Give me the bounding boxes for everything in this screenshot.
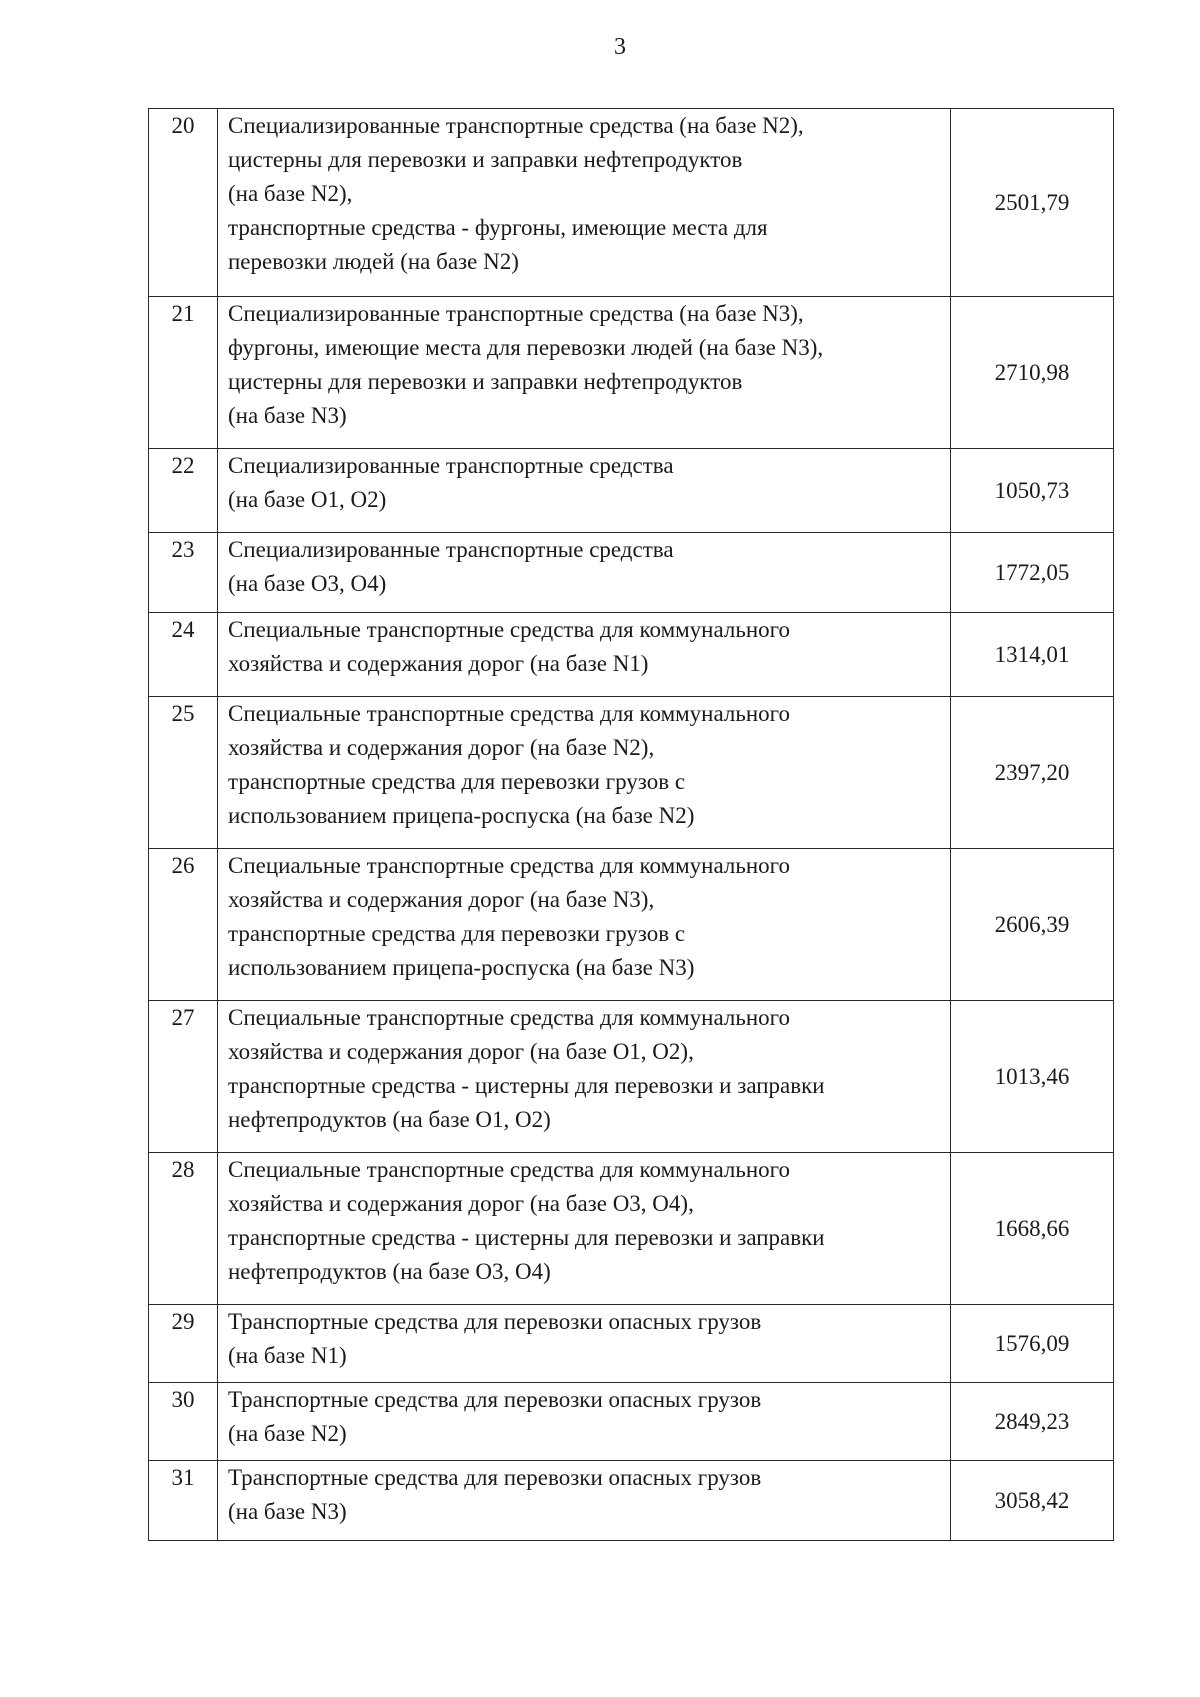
description-line: (на базе N3) <box>228 1499 347 1524</box>
description-line: Специальные транспортные средства для коммунального <box>228 617 791 642</box>
description-line: перевозки людей (на базе N2) <box>228 249 519 274</box>
description-line: использованием прицепа-роспуска (на базе N3) <box>228 955 695 980</box>
table-row <box>149 1153 1114 1305</box>
description-line: хозяйства и содержания дорог (на базе O1, O2), <box>228 1039 694 1064</box>
row-value: 2849,23 <box>951 1383 1114 1461</box>
row-number: 20 <box>149 109 218 297</box>
row-description <box>218 109 951 297</box>
description-line: Транспортные средства для перевозки опасных грузов <box>228 1387 762 1412</box>
description-line: (на базе N2) <box>228 1421 347 1446</box>
table-row <box>149 849 1114 1001</box>
row-value: 1314,01 <box>951 613 1114 697</box>
row-number: 24 <box>149 613 218 697</box>
description-line: транспортные средства - цистерны для перевозки и заправки <box>228 1225 825 1250</box>
row-value: 1050,73 <box>951 449 1114 533</box>
row-number: 22 <box>149 449 218 533</box>
row-number: 21 <box>149 297 218 449</box>
row-description <box>218 297 951 449</box>
description-line: Специализированные транспортные средства <box>228 453 674 478</box>
description-line: Специализированные транспортные средства (на базе N3), <box>228 301 804 326</box>
row-number: 29 <box>149 1305 218 1383</box>
description-line: транспортные средства для перевозки грузов с <box>228 769 686 794</box>
row-description <box>218 1153 951 1305</box>
description-line: транспортные средства для перевозки грузов с <box>228 921 686 946</box>
description-line: (на базе O1, O2) <box>228 487 387 512</box>
description-line: нефтепродуктов (на базе O3, O4) <box>228 1259 551 1284</box>
row-number: 31 <box>149 1461 218 1541</box>
row-value: 1576,09 <box>951 1305 1114 1383</box>
description-line: цистерны для перевозки и заправки нефтепродуктов <box>228 147 743 172</box>
description-line: Специальные транспортные средства для коммунального <box>228 1157 791 1182</box>
row-description <box>218 449 951 533</box>
row-number: 23 <box>149 533 218 613</box>
description-line: (на базе N1) <box>228 1343 347 1368</box>
description-line: Специализированные транспортные средства (на базе N2), <box>228 113 804 138</box>
row-description <box>218 1305 951 1383</box>
row-description <box>218 1461 951 1541</box>
table-row <box>149 1001 1114 1153</box>
row-description <box>218 613 951 697</box>
row-description <box>218 1001 951 1153</box>
description-line: использованием прицепа-роспуска (на базе N2) <box>228 803 695 828</box>
row-description <box>218 697 951 849</box>
table-row <box>149 449 1114 533</box>
row-value: 1668,66 <box>951 1153 1114 1305</box>
row-value: 2710,98 <box>951 297 1114 449</box>
table-row <box>149 1383 1114 1461</box>
page-number: 3 <box>614 34 626 60</box>
row-number: 25 <box>149 697 218 849</box>
row-description <box>218 533 951 613</box>
row-value: 3058,42 <box>951 1461 1114 1541</box>
description-line: (на базе N3) <box>228 403 347 428</box>
row-number: 30 <box>149 1383 218 1461</box>
description-line: транспортные средства - цистерны для перевозки и заправки <box>228 1073 825 1098</box>
description-line: транспортные средства - фургоны, имеющие места для <box>228 215 768 240</box>
description-line: Транспортные средства для перевозки опасных грузов <box>228 1309 762 1334</box>
description-line: фургоны, имеющие места для перевозки людей (на базе N3), <box>228 335 824 360</box>
row-description <box>218 849 951 1001</box>
table-row <box>149 1461 1114 1541</box>
table-row <box>149 613 1114 697</box>
description-line: (на базе O3, O4) <box>228 571 387 596</box>
row-value: 2501,79 <box>951 109 1114 297</box>
row-value: 2397,20 <box>951 697 1114 849</box>
table-row <box>149 297 1114 449</box>
row-number: 27 <box>149 1001 218 1153</box>
table-row <box>149 1305 1114 1383</box>
description-line: Транспортные средства для перевозки опасных грузов <box>228 1465 762 1490</box>
table-row <box>149 109 1114 297</box>
tariff-table <box>148 108 1114 1541</box>
row-description <box>218 1383 951 1461</box>
description-line: Специализированные транспортные средства <box>228 537 674 562</box>
row-number: 26 <box>149 849 218 1001</box>
description-line: Специальные транспортные средства для коммунального <box>228 701 791 726</box>
row-value: 1013,46 <box>951 1001 1114 1153</box>
description-line: нефтепродуктов (на базе O1, O2) <box>228 1107 551 1132</box>
description-line: Специальные транспортные средства для коммунального <box>228 1005 791 1030</box>
description-line: хозяйства и содержания дорог (на базе N1) <box>228 651 649 676</box>
table-row <box>149 697 1114 849</box>
row-value: 2606,39 <box>951 849 1114 1001</box>
description-line: Специальные транспортные средства для коммунального <box>228 853 791 878</box>
row-value: 1772,05 <box>951 533 1114 613</box>
row-number: 28 <box>149 1153 218 1305</box>
description-line: хозяйства и содержания дорог (на базе O3, O4), <box>228 1191 694 1216</box>
description-line: цистерны для перевозки и заправки нефтепродуктов <box>228 369 743 394</box>
table-row <box>149 533 1114 613</box>
description-line: хозяйства и содержания дорог (на базе N3), <box>228 887 655 912</box>
description-line: (на базе N2), <box>228 181 353 206</box>
description-line: хозяйства и содержания дорог (на базе N2), <box>228 735 655 760</box>
